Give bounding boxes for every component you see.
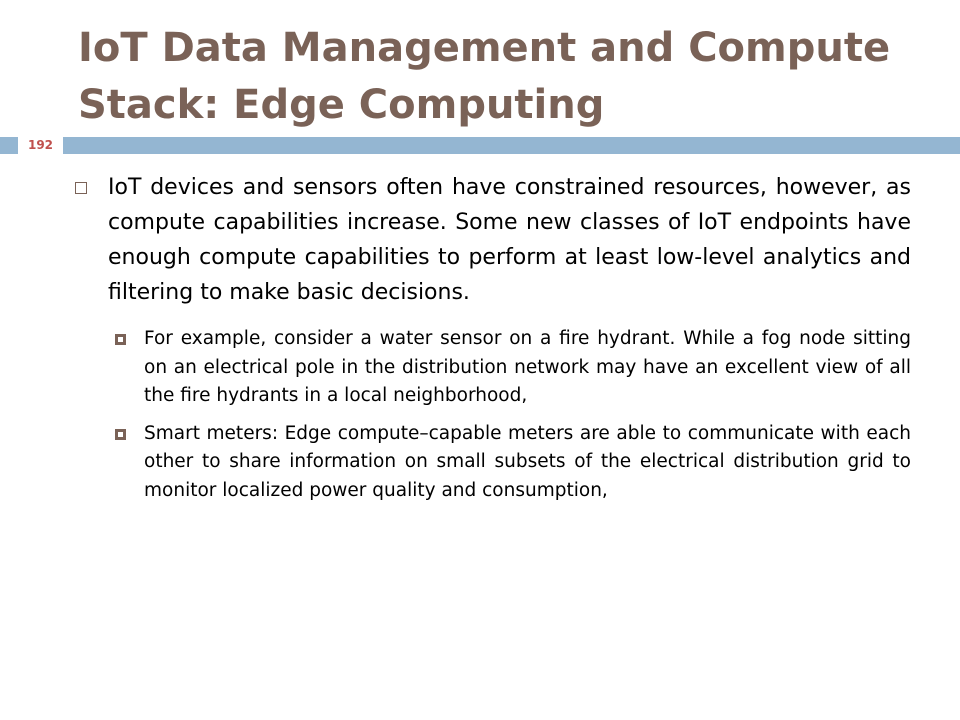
square-bullet-icon: [115, 334, 126, 345]
sub-bullet-text: Smart meters: Edge compute–capable meters are able to communicate with each other to share information on small subsets of the electrical distribution grid to monitor localized power quality and consumption,: [144, 422, 911, 501]
slide-number: 192: [27, 138, 54, 152]
sub-bullet-item: [144, 325, 911, 411]
sub-bullet-list: [0, 325, 960, 505]
bullet-item: [108, 170, 911, 310]
square-bullet-icon: [115, 429, 126, 440]
bullet-text: IoT devices and sensors often have constrained resources, however, as compute capabilities increase. Some new classes of IoT endpoints have enough compute capabilities to perform at least low-level analytics and filtering to make basic decisions.: [108, 175, 911, 305]
slide-title: IoT Data Management and Compute Stack: Edge Computing: [78, 25, 891, 128]
hollow-square-icon: [75, 182, 87, 194]
sub-bullet-item: [144, 420, 911, 506]
slide-content: [0, 170, 960, 514]
header-rule-left: [0, 137, 18, 154]
sub-bullet-text: For example, consider a water sensor on a fire hydrant. While a fog node sitting on an electrical pole in the distribution network may have an excellent view of all the fire hydrants in a local neighborhood,: [144, 328, 911, 406]
header-rule-right: [63, 137, 960, 154]
